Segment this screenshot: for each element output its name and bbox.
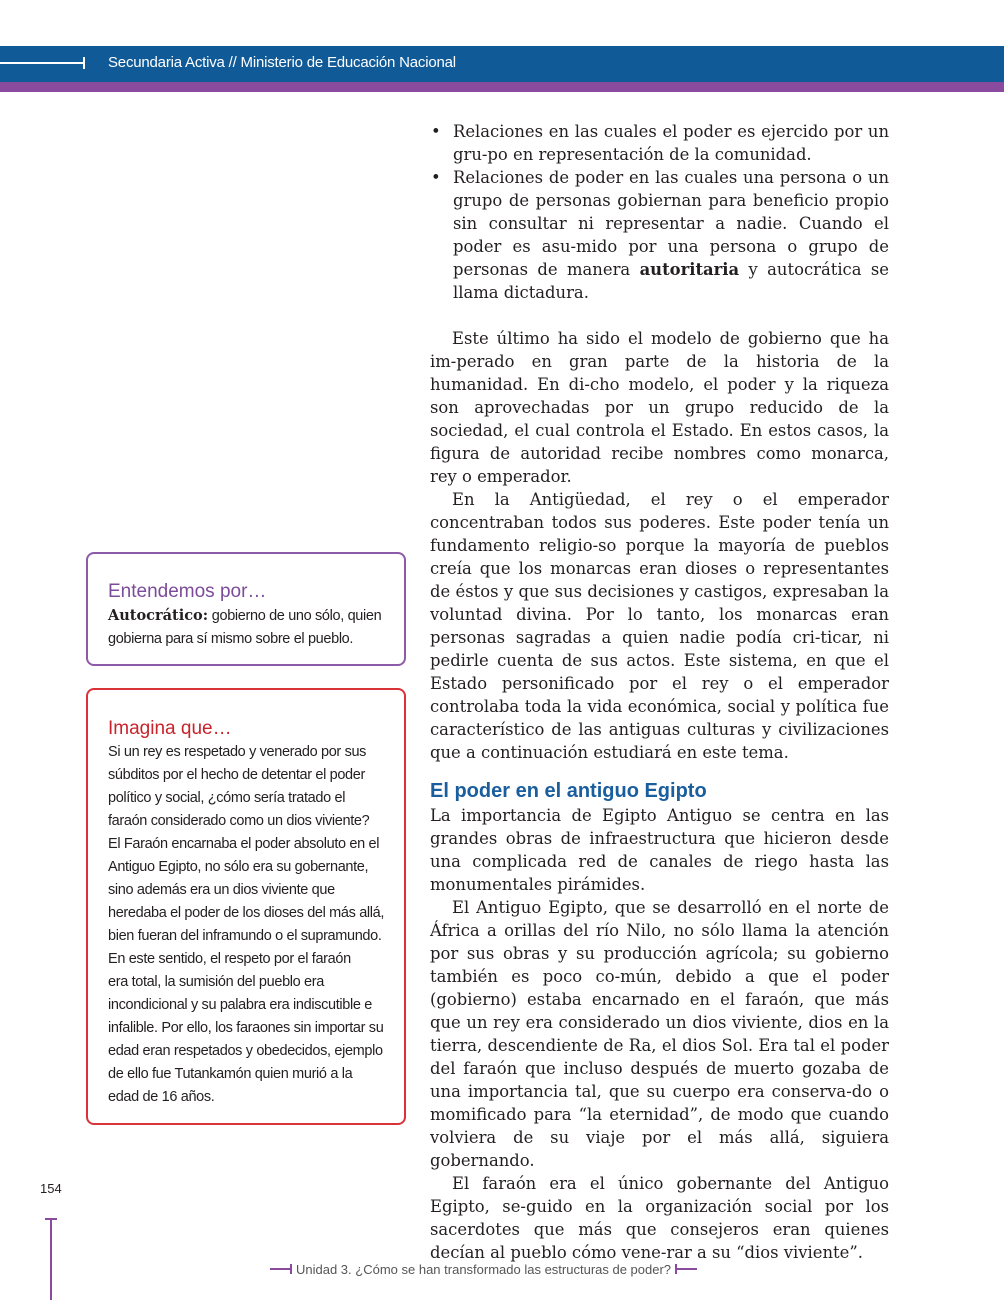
- footer-unit-title: ¿Cómo se han transformado las estructuras de poder?: [351, 1261, 672, 1277]
- imagine-line: súbditos por el hecho de detentar el poder: [108, 767, 365, 783]
- header-rule-tick: [83, 57, 85, 69]
- definition-line: gobierna para sí mismo sobre el pueblo.: [108, 631, 354, 647]
- imagine-line: era total, la sumisión del pueblo era: [108, 974, 324, 990]
- body-paragraph: En la Antigüedad, el rey o el emperador concentraban todos sus poderes. Este poder tenía un fundamento religio-so porque la mayoría de pueblos creía que los monarcas eran dioses o representantes de éstos y que sus decisiones y castigos, expresaban la voluntad divina. Por lo tanto, los monarcas eran personas sagradas a quien nadie podía cri-ticar, ni pedirle cuenta de sus actos. Este sistema, en que el Estado personificado por el rey o el emperador controlaba toda la vida económica, social y política fue característico de las antiguas culturas y civilizaciones que a continuación estudiará en este tema.: [430, 490, 889, 762]
- page-number: 154: [40, 1181, 62, 1196]
- definition-box: [86, 552, 406, 666]
- footer-rule-left: [270, 1268, 290, 1270]
- header-stripe: [0, 82, 1004, 92]
- imagine-line: El Faraón encarnaba el poder absoluto en el: [108, 836, 380, 852]
- imagine-line: edad eran respetados y obedecidos, ejemplo: [108, 1043, 383, 1059]
- bullet-list: [430, 120, 889, 304]
- imagine-line: En este sentido, el respeto por el faraón: [108, 951, 351, 967]
- section-paragraph: El faraón era el único gobernante del Antiguo Egipto, se-guido en la organización social por los sacerdotes que más que consejeros eran quienes decían al pueblo cómo vene-rar a su “dios viviente”.: [430, 1174, 889, 1262]
- imagine-line: faraón considerado como un dios viviente?: [108, 813, 370, 829]
- section-paragraph: La importancia de Egipto Antiguo se centra en las grandes obras de infraestructura que hicieron desde una complicada red de canales de riego hasta las monumentales pirámides.: [430, 806, 889, 894]
- footer: [270, 1260, 697, 1278]
- imagine-box-title: Imagina que…: [108, 718, 232, 739]
- header-rule: [0, 62, 84, 64]
- bullet-icon: •: [431, 122, 441, 141]
- footer-unit-text: [296, 1262, 671, 1277]
- bullet-item: [430, 120, 889, 166]
- imagine-line: sino además era un dios viviente que: [108, 882, 335, 898]
- footer-unit-label: Unidad 3.: [296, 1261, 352, 1277]
- section-heading: El poder en el antiguo Egipto: [430, 780, 707, 802]
- bullet-text-start: Relaciones de poder en las cuales una persona o un grupo de personas gobiernan para beneficio propio sin consultar ni representar a nadie. Cuando el poder es asu-mido por una persona o grupo de personas de manera: [453, 168, 889, 279]
- section-paragraph: El Antiguo Egipto, que se desarrolló en el norte de África a orillas del río Nilo, no sólo llama la atención por sus obras y su producción agrícola; su gobierno también es poco co-mún, debido a que el poder (gobierno) estaba encarnado en el faraón, que más que un rey era considerado un dios viviente, dios en la tierra, descendiente de Ra, el dios Sol. Era tal el poder del faraón que incluso después de muerto gozaba de una importancia tal, que su cuerpo era conserva-do o momificado para “la eternidad”, de modo que cuando volviera de su viaje por el más allá, siguiera gobernando.: [430, 898, 889, 1170]
- footer-rule-right: [677, 1268, 697, 1270]
- definition-term: Autocrático:: [108, 607, 209, 624]
- definition-box-title: Entendemos por…: [108, 581, 267, 602]
- bullet-item: [430, 166, 889, 304]
- imagine-line: heredaba el poder de los dioses del más allá,: [108, 905, 385, 921]
- body-paragraph: Este último ha sido el modelo de gobierno que ha im-perado en gran parte de la historia de la humanidad. En di-cho modelo, el poder y la riqueza son aprovechadas por un grupo reducido de la sociedad, el cual controla el Estado. En estos casos, la figura de autoridad recibe nombres como monarca, rey o emperador.: [430, 329, 889, 486]
- bullet-text: Relaciones en las cuales el poder es ejercido por un gru-po en representación de la comunidad.: [453, 122, 889, 164]
- bullet-icon: •: [431, 168, 441, 187]
- footer-tick-left: [290, 1264, 292, 1274]
- margin-rule: [50, 1218, 52, 1300]
- imagine-line: de ello fue Tutankamón quien murió a la: [108, 1066, 353, 1082]
- imagine-line: infalible. Por ello, los faraones sin importar su: [108, 1020, 384, 1036]
- definition-line: gobierno de uno sólo, quien: [208, 608, 382, 624]
- imagine-line: incondicional y su palabra era indiscutible e: [108, 997, 372, 1013]
- imagine-line: Si un rey es respetado y venerado por sus: [108, 744, 367, 760]
- imagine-box-text: [108, 741, 384, 1109]
- bullet-text-end: y autocrática se llama dictadura.: [453, 260, 890, 302]
- imagine-line: bien fueran del inframundo o el supramundo.: [108, 928, 382, 944]
- imagine-line: político y social, ¿cómo sería tratado el: [108, 790, 346, 806]
- imagine-line: edad de 16 años.: [108, 1089, 215, 1105]
- definition-box-text: [108, 604, 384, 651]
- imagine-line: Antiguo Egipto, no sólo era su gobernante,: [108, 859, 369, 875]
- header-title: Secundaria Activa // Ministerio de Educación Nacional: [108, 54, 456, 71]
- main-column: [430, 120, 889, 1264]
- imagine-box: [86, 688, 406, 1125]
- bullet-keyword: autoritaria: [639, 260, 740, 279]
